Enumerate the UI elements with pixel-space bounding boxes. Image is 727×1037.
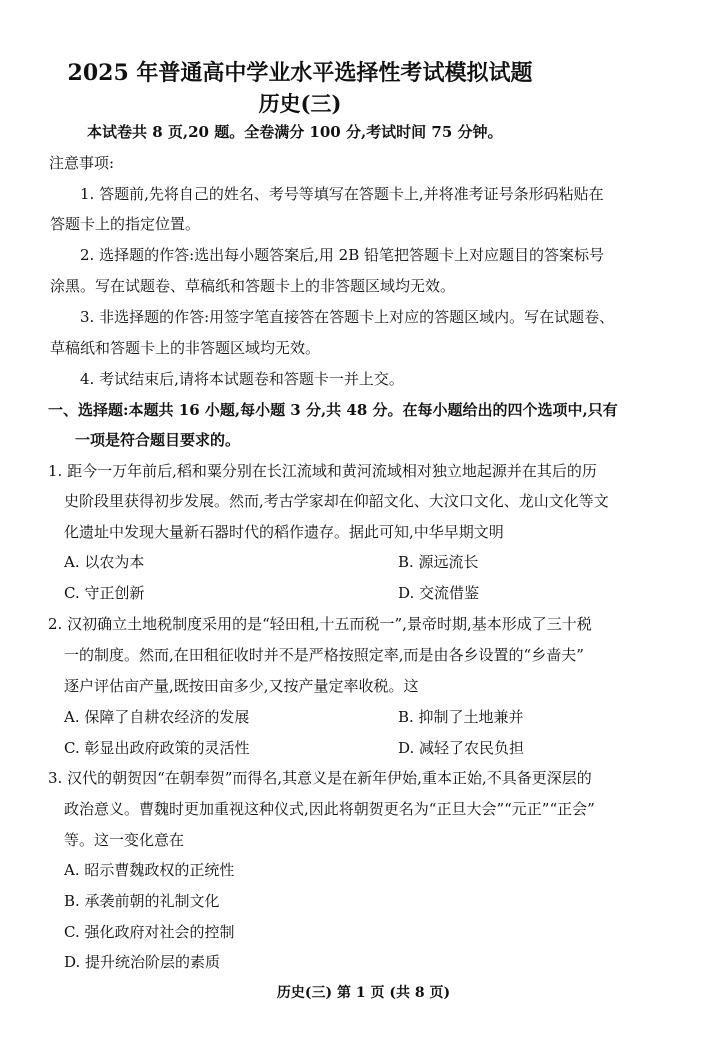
notes-heading: 注意事项: [49,154,115,172]
section-heading-cont: 一项是符合题目要求的。 [75,431,241,449]
question-2-option-d[interactable]: D. 减轻了农民负担 [398,739,525,757]
question-2-line: 2. 汉初确立土地税制度采用的是“轻田租,十五而税一”,景帝时期,基本形成了三十税 [48,615,592,633]
question-2-option-c[interactable]: C. 彰显出政府政策的灵活性 [64,739,250,757]
question-1-option-d[interactable]: D. 交流借鉴 [398,584,480,602]
question-1-option-b[interactable]: B. 源远流长 [398,553,479,571]
question-1-option-a[interactable]: A. 以农为本 [64,553,145,571]
question-3-line: 3. 汉代的朝贺因“在朝奉贺”而得名,其意义是在新年伊始,重本正始,不具备更深层的 [48,769,592,787]
question-3-option-c[interactable]: C. 强化政府对社会的控制 [64,923,235,941]
note-line: 涂黑。写在试题卷、草稿纸和答题卡上的非答题区域均无效。 [50,277,456,295]
question-3-option-d[interactable]: D. 提升统治阶层的素质 [64,953,221,971]
question-2-option-b[interactable]: B. 抑制了土地兼并 [398,708,524,726]
question-3-option-a[interactable]: A. 昭示曹魏政权的正统性 [64,861,235,879]
question-3-line: 等。这一变化意在 [64,831,185,849]
section-heading: 一、选择题:本题共 16 小题,每小题 3 分,共 48 分。在每小题给出的四个选项中,只有 [48,401,618,419]
question-2-option-a[interactable]: A. 保障了自耕农经济的发展 [64,708,250,726]
question-1-option-c[interactable]: C. 守正创新 [64,584,145,602]
note-line: 答题卡上的指定位置。 [50,215,201,233]
question-1-line: 史阶段里获得初步发展。然而,考古学家却在仰韶文化、大汶口文化、龙山文化等文 [64,492,609,510]
question-1-line: 化遗址中发现大量新石器时代的稻作遗存。据此可知,中华早期文明 [64,523,504,541]
exam-subject: 历史(三) [258,91,342,116]
note-line: 2. 选择题的作答:选出每小题答案后,用 2B 铅笔把答题卡上对应题目的答案标号 [80,246,605,264]
question-1-line: 1. 距今一万年前后,稻和粟分别在长江流域和黄河流域相对独立地起源并在其后的历 [48,462,597,480]
page-footer: 历史(三) 第 1 页 (共 8 页) [276,985,451,1001]
note-line: 4. 考试结束后,请将本试题卷和答题卡一并上交。 [80,370,404,388]
note-line: 草稿纸和答题卡上的非答题区域均无效。 [50,339,321,357]
note-line: 1. 答题前,先将自己的姓名、考号等填写在答题卡上,并将准考证号条形码粘贴在 [80,185,604,203]
note-line: 3. 非选择题的作答:用签字笔直接答在答题卡上对应的答题区域内。写在试题卷、 [80,308,615,326]
exam-title: 2025 年普通高中学业水平选择性考试模拟试题 [67,60,533,86]
exam-meta: 本试卷共 8 页,20 题。全卷满分 100 分,考试时间 75 分钟。 [87,123,503,141]
question-2-line: 一的制度。然而,在田租征收时并不是严格按照定率,而是由各乡设置的“乡啬夫” [64,646,584,664]
question-3-line: 政治意义。曹魏时更加重视这种仪式,因此将朝贺更名为“正旦大会”“元正”“正会” [64,800,595,818]
question-3-option-b[interactable]: B. 承袭前朝的礼制文化 [64,892,220,910]
question-2-line: 逐户评估亩产量,既按田亩多少,又按产量定率收税。这 [64,677,419,695]
